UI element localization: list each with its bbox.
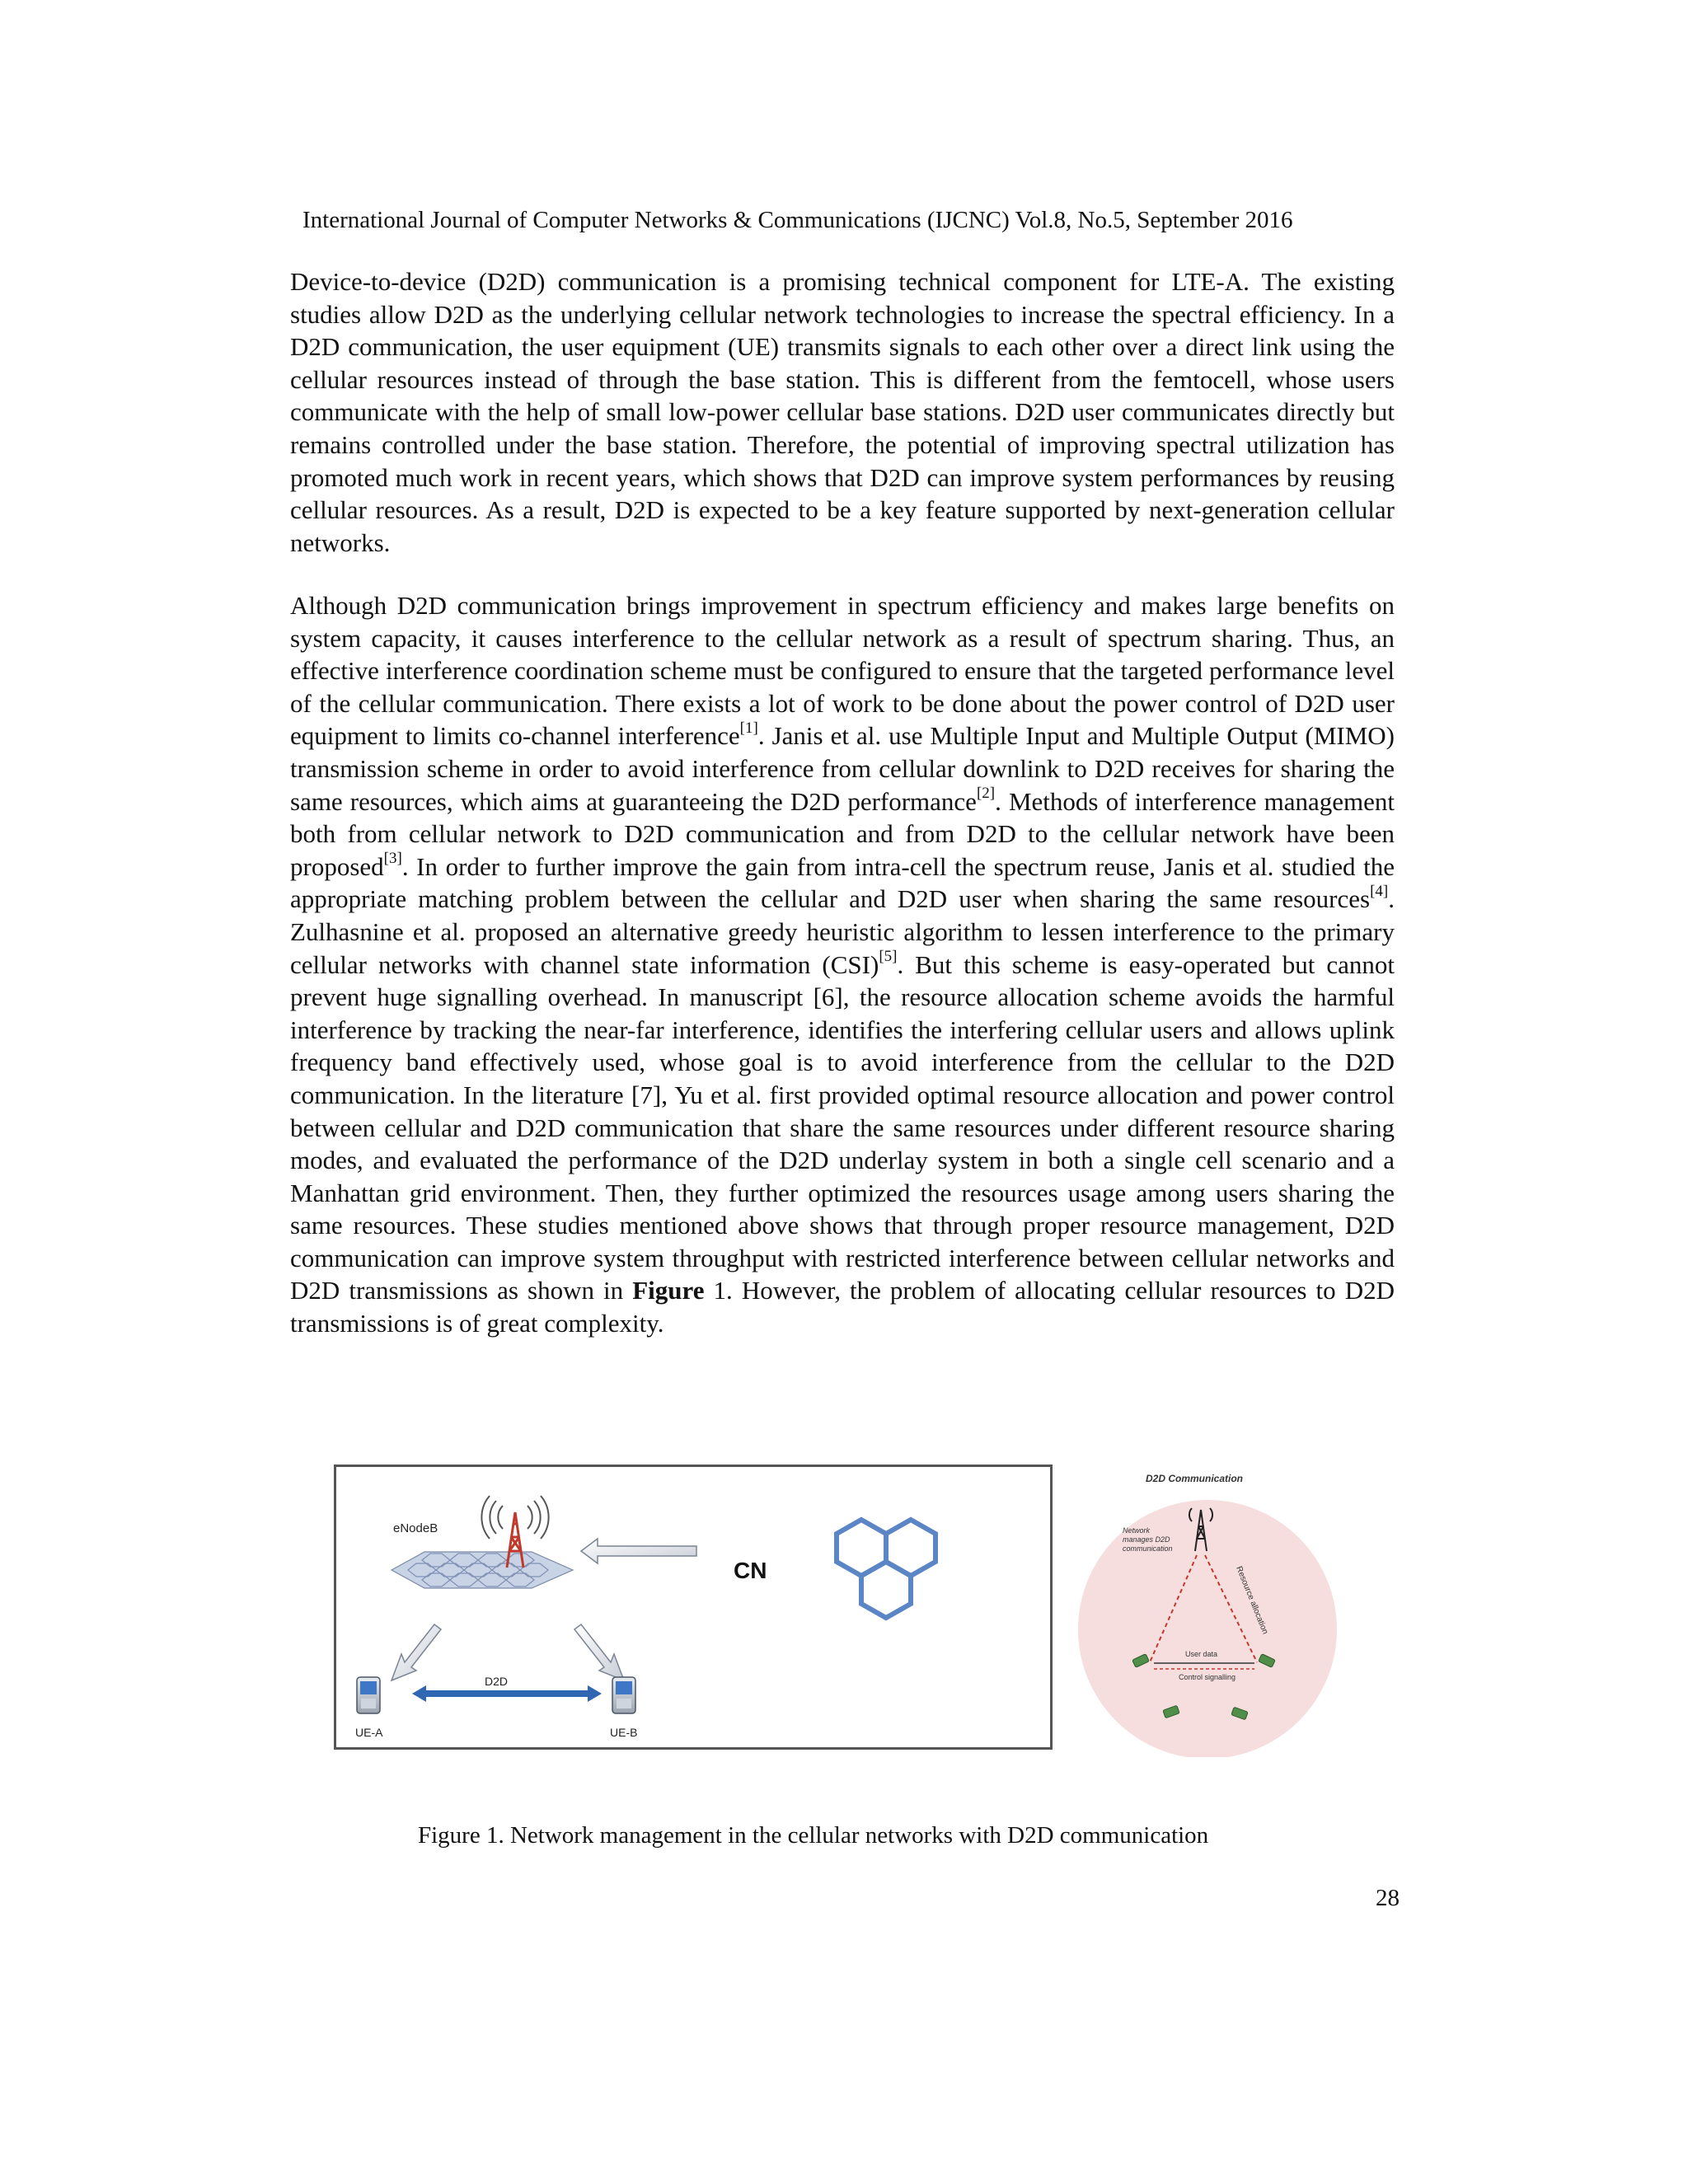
running-header: International Journal of Computer Networks & Communications (IJCNC) Vol.8, No.5, September 2016 — [302, 207, 1293, 233]
ue-b-phone-icon — [612, 1677, 635, 1713]
figure-d2d-communication — [1071, 1469, 1352, 1757]
enodeb-label: eNodeB — [393, 1521, 438, 1535]
paragraph-related-work — [290, 589, 1395, 1340]
citation-ref: [5] — [879, 948, 898, 966]
text-segment: . Zulhasnine et al. proposed an alternative greedy heuristic algorithm to lessen interference to the primary cellular networks with channel state information (CSI) — [290, 884, 1395, 979]
citation-ref: [3] — [383, 850, 402, 868]
page-number: 28 — [1376, 1885, 1400, 1911]
ue-b-label: UE-B — [610, 1726, 638, 1739]
text-segment: . Janis et al. use Multiple Input and Multiple Output (MIMO) transmission scheme in order to avoid interference from cellular downlink to D2D receives for sharing the same resources, which aims at guaranteeing the D2D performance — [290, 721, 1395, 816]
citation-ref: [1] — [739, 719, 758, 738]
text-segment: . But this scheme is easy-operated but cannot prevent huge signalling overhead. In manuscript [6], the resource allocation scheme avoids the harmful interference by tracking the near-far interference, identifies the interfering cellular users and allows uplink frequency band effectively used, whose goal is to avoid interference from the cellular to the D2D communication. In the literature [7], Yu et al. first provided optimal resource allocation and power control between cellular and D2D communication that share the same resources under different resource sharing modes, and evaluated the performance of the D2D underlay system in both a single cell scenario and a Manhattan grid environment. Then, they further optimized the resources usage among users sharing the same resources. These studies mentioned above shows that through proper resource management, D2D communication can improve system throughput with restricted interference between cellular networks and D2D transmissions as shown in — [290, 949, 1395, 1305]
ue-a-label: UE-A — [355, 1726, 383, 1739]
figure-frame — [335, 1466, 1052, 1749]
network-note-line3: communication — [1123, 1544, 1173, 1553]
control-signalling-label: Control signalling — [1179, 1673, 1236, 1681]
network-note-line2: manages D2D — [1123, 1535, 1170, 1544]
text-segment: . In order to further improve the gain from intra-cell the spectrum reuse, Janis et al. studied the appropriate matching problem between the cellular and D2D user when sharing the same resources — [290, 851, 1395, 914]
figure-network-diagram — [334, 1465, 1053, 1750]
network-note-line1: Network — [1123, 1526, 1151, 1535]
figure-caption: Figure 1. Network management in the cellular networks with D2D communication — [418, 1822, 1209, 1849]
text-segment: . Methods of interference management both from cellular network to D2D communication and from D2D to the cellular network have been proposed — [290, 786, 1395, 881]
resource-allocation-label: Resource allocation — [1234, 1565, 1270, 1636]
text-segment: 1. However, the problem of allocating cellular resources to D2D transmissions is of great complexity. — [290, 1276, 1395, 1338]
citation-ref: [4] — [1370, 883, 1389, 901]
citation-ref: [2] — [976, 785, 996, 803]
d2d-communication-title: D2D Communication — [1146, 1473, 1244, 1484]
figure-ref: Figure — [632, 1276, 705, 1305]
coverage-circle — [1078, 1500, 1337, 1757]
ue-a-phone-icon — [357, 1677, 380, 1713]
paragraph-intro: Device-to-device (D2D) communication is a promising technical component for LTE-A. The existing studies allow D2D as the underlying cellular network technologies to increase the spectral efficiency. In a D2D communication, the user equipment (UE) transmits signals to each other over a direct link using the cellular resources instead of through the base station. This is different from the femtocell, whose users communicate with the help of small low-power cellular base stations. D2D user communicates directly but remains controlled under the base station. Therefore, the potential of improving spectral utilization has promoted much work in recent years, which shows that D2D can improve system performances by reusing cellular resources. As a result, D2D is expected to be a key feature supported by next-generation cellular networks. — [290, 267, 1395, 557]
d2d-label: D2D — [485, 1675, 509, 1688]
user-data-label: User data — [1185, 1650, 1218, 1658]
text-segment: Although D2D communication brings improvement in spectrum efficiency and makes large benefits on system capacity, it causes interference to the cellular network as a result of spectrum sharing. Thus, an effective interference coordination scheme must be configured to ensure that the targeted performance level of the cellular communication. There exists a lot of work to be done about the power control of D2D user equipment to limits co-channel interference — [290, 591, 1395, 751]
cn-label: CN — [734, 1558, 767, 1583]
